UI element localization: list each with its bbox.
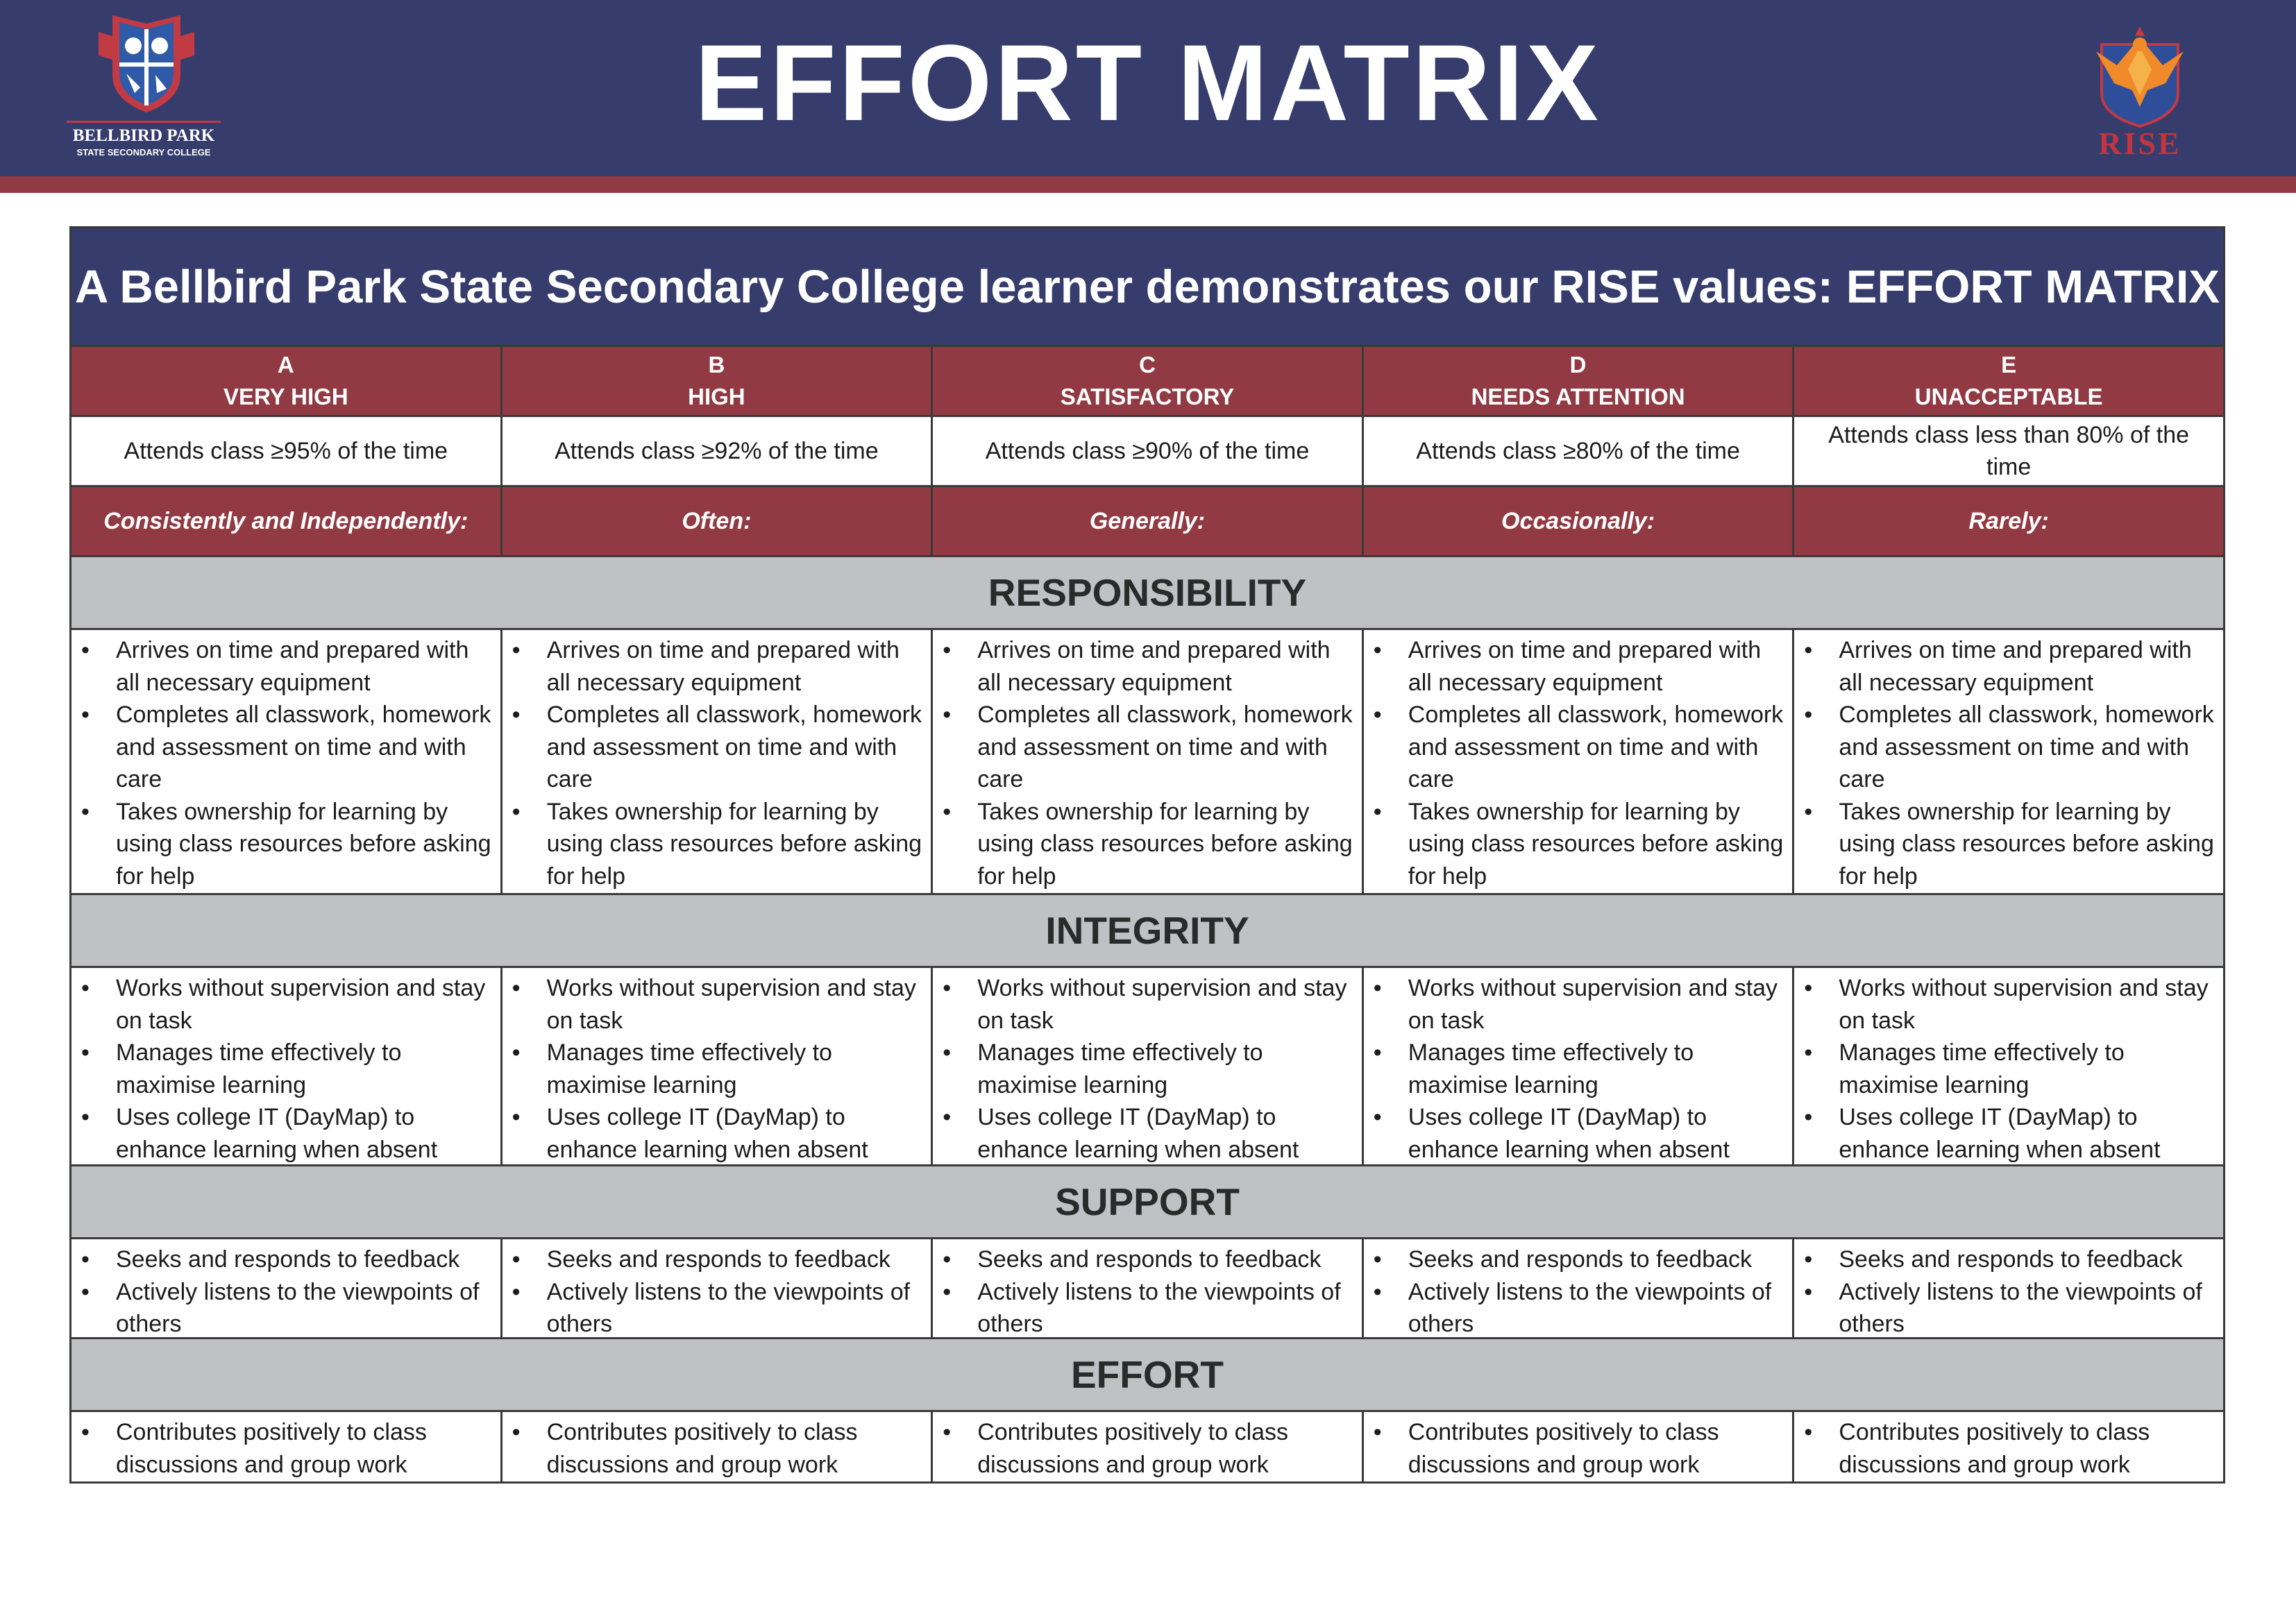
criteria-item: • Completes all classwork, homework and assessment on time and with care: [76, 699, 496, 796]
attendance-cell: Attends class ≥80% of the time: [1364, 417, 1795, 485]
criteria-item: • Contributes positively to class discussions and group work: [76, 1416, 496, 1481]
criteria-list: [937, 1243, 1358, 1341]
criteria-item: • Seeks and responds to feedback: [1368, 1243, 1789, 1276]
criteria-item: • Uses college IT (DayMap) to enhance learning when absent: [507, 1101, 927, 1166]
criteria-item: • Takes ownership for learning by using class resources before asking for help: [507, 796, 927, 893]
criteria-list: [507, 972, 927, 1166]
criteria-list: [937, 634, 1358, 892]
attendance-cell: Attends class ≥95% of the time: [71, 417, 503, 485]
criteria-cell: [933, 968, 1364, 1164]
criteria-item: • Takes ownership for learning by using class resources before asking for help: [1798, 796, 2219, 893]
criteria-list: [76, 634, 496, 892]
criteria-list: [1798, 1243, 2219, 1341]
grade-label: UNACCEPTABLE: [1914, 384, 2103, 409]
grade-label: NEEDS ATTENTION: [1471, 384, 1685, 409]
section-heading-integrity: INTEGRITY: [71, 895, 2223, 968]
criteria-item: • Uses college IT (DayMap) to enhance learning when absent: [1798, 1101, 2219, 1166]
criteria-cell: [1794, 968, 2223, 1164]
effort-row: [71, 1412, 2223, 1481]
frequency-row: [71, 487, 2223, 557]
effort-matrix-table: [69, 226, 2225, 1484]
criteria-item: • Actively listens to the viewpoints of others: [76, 1276, 496, 1341]
criteria-list: [507, 1416, 927, 1481]
criteria-item: • Arrives on time and prepared with all necessary equipment: [76, 634, 496, 699]
criteria-item: • Contributes positively to class discussions and group work: [937, 1416, 1358, 1481]
criteria-list: [937, 1416, 1358, 1481]
criteria-item: • Takes ownership for learning by using class resources before asking for help: [76, 796, 496, 893]
grade-letter: A: [277, 352, 294, 377]
criteria-item: • Arrives on time and prepared with all necessary equipment: [507, 634, 927, 699]
criteria-cell: [1794, 1239, 2223, 1337]
grade-letter: E: [2001, 352, 2017, 377]
rise-logo-text: RISE: [2098, 126, 2181, 161]
integrity-row: [71, 968, 2223, 1166]
attendance-row: [71, 417, 2223, 487]
phoenix-shield-icon: [2089, 24, 2191, 128]
frequency-cell: Generally:: [933, 487, 1364, 555]
section-heading-support: SUPPORT: [71, 1166, 2223, 1239]
criteria-cell: [71, 968, 503, 1164]
criteria-cell: [1364, 1239, 1795, 1337]
criteria-item: • Completes all classwork, homework and assessment on time and with care: [1798, 699, 2219, 796]
criteria-item: • Seeks and responds to feedback: [1798, 1243, 2219, 1276]
grade-label: SATISFACTORY: [1060, 384, 1235, 409]
attendance-cell: Attends class ≥90% of the time: [933, 417, 1364, 485]
criteria-cell: [503, 630, 934, 893]
grade-letter: D: [1569, 352, 1587, 377]
criteria-cell: [1794, 630, 2223, 893]
frequency-cell: Rarely:: [1968, 507, 2049, 534]
criteria-cell: [503, 1239, 934, 1337]
criteria-item: • Actively listens to the viewpoints of others: [1368, 1276, 1789, 1341]
criteria-item: • Actively listens to the viewpoints of others: [937, 1276, 1358, 1341]
criteria-cell: [503, 1412, 934, 1481]
responsibility-row: [71, 630, 2223, 895]
frequency-cell: Occasionally:: [1364, 487, 1795, 555]
criteria-item: • Manages time effectively to maximise learning: [937, 1037, 1358, 1101]
criteria-item: • Manages time effectively to maximise learning: [1798, 1037, 2219, 1101]
criteria-cell: [933, 630, 1364, 893]
criteria-item: • Completes all classwork, homework and assessment on time and with care: [1368, 699, 1789, 796]
criteria-list: [1368, 1416, 1789, 1481]
criteria-item: • Uses college IT (DayMap) to enhance learning when absent: [937, 1101, 1358, 1166]
criteria-list: [1368, 1243, 1789, 1341]
criteria-list: [1798, 972, 2219, 1166]
grade-header-row: [71, 347, 2223, 417]
criteria-list: [1798, 634, 2219, 892]
school-logo-subtitle: STATE SECONDARY COLLEGE: [76, 147, 211, 158]
grade-header-e: [1794, 347, 2223, 415]
support-row: [71, 1239, 2223, 1339]
criteria-item: • Manages time effectively to maximise learning: [1368, 1037, 1789, 1101]
criteria-item: • Uses college IT (DayMap) to enhance learning when absent: [1368, 1101, 1789, 1166]
criteria-list: [76, 1243, 496, 1341]
criteria-list: [1798, 1416, 2219, 1481]
criteria-list: [1368, 634, 1789, 892]
criteria-item: • Completes all classwork, homework and assessment on time and with care: [507, 699, 927, 796]
criteria-item: • Contributes positively to class discussions and group work: [1368, 1416, 1789, 1481]
criteria-cell: [1794, 1412, 2223, 1481]
criteria-list: [507, 634, 927, 892]
criteria-cell: [1364, 1412, 1795, 1481]
criteria-item: • Takes ownership for learning by using class resources before asking for help: [1368, 796, 1789, 893]
grade-header-d: [1364, 347, 1795, 415]
criteria-list: [937, 972, 1358, 1166]
section-heading-effort: EFFORT: [71, 1339, 2223, 1412]
criteria-cell: [933, 1239, 1364, 1337]
criteria-list: [1368, 972, 1789, 1166]
criteria-item: • Arrives on time and prepared with all necessary equipment: [1368, 634, 1789, 699]
criteria-item: • Completes all classwork, homework and assessment on time and with care: [937, 699, 1358, 796]
criteria-cell: [71, 630, 503, 893]
grade-label: HIGH: [688, 384, 745, 409]
criteria-list: [76, 972, 496, 1166]
grade-label: VERY HIGH: [223, 384, 348, 409]
criteria-item: • Works without supervision and stay on task: [1368, 972, 1789, 1037]
section-heading-responsibility: RESPONSIBILITY: [71, 557, 2223, 630]
grade-letter: C: [1139, 352, 1156, 377]
criteria-cell: [71, 1412, 503, 1481]
school-logo-name: BELLBIRD PARK: [72, 126, 215, 145]
banner-stripe: [0, 176, 2296, 193]
criteria-item: • Works without supervision and stay on task: [1798, 972, 2219, 1037]
criteria-cell: [1364, 968, 1795, 1164]
frequency-cell: Often:: [503, 487, 934, 555]
criteria-item: • Seeks and responds to feedback: [937, 1243, 1358, 1276]
criteria-item: • Arrives on time and prepared with all necessary equipment: [1798, 634, 2219, 699]
matrix-heading: A Bellbird Park State Secondary College learner demonstrates our RISE values: EFFORT MATRIX: [71, 228, 2223, 347]
header-banner: [0, 0, 2296, 176]
criteria-item: • Contributes positively to class discussions and group work: [507, 1416, 927, 1481]
criteria-item: • Contributes positively to class discussions and group work: [1798, 1416, 2219, 1481]
attendance-cell: Attends class ≥92% of the time: [503, 417, 934, 485]
criteria-cell: [933, 1412, 1364, 1481]
grade-header-b: [503, 347, 934, 415]
criteria-item: • Actively listens to the viewpoints of others: [507, 1276, 927, 1341]
criteria-cell: [1364, 630, 1795, 893]
criteria-cell: [71, 1239, 503, 1337]
criteria-list: [507, 1243, 927, 1341]
grade-header-a: [71, 347, 503, 415]
attendance-cell: Attends class less than 80% of the time: [1828, 422, 2190, 480]
criteria-item: • Works without supervision and stay on task: [76, 972, 496, 1037]
criteria-item: • Works without supervision and stay on task: [507, 972, 927, 1037]
rise-logo: [2081, 24, 2199, 167]
grade-header-c: [933, 347, 1364, 415]
criteria-item: • Seeks and responds to feedback: [507, 1243, 927, 1276]
page-title: EFFORT MATRIX: [695, 22, 1601, 144]
criteria-item: • Arrives on time and prepared with all necessary equipment: [937, 634, 1358, 699]
criteria-item: • Works without supervision and stay on task: [937, 972, 1358, 1037]
criteria-list: [76, 1416, 496, 1481]
grade-letter: B: [708, 352, 725, 377]
criteria-item: • Seeks and responds to feedback: [76, 1243, 496, 1276]
criteria-item: • Takes ownership for learning by using class resources before asking for help: [937, 796, 1358, 893]
criteria-item: • Manages time effectively to maximise learning: [507, 1037, 927, 1101]
criteria-item: • Actively listens to the viewpoints of others: [1798, 1276, 2219, 1341]
criteria-item: • Uses college IT (DayMap) to enhance learning when absent: [76, 1101, 496, 1166]
criteria-item: • Manages time effectively to maximise learning: [76, 1037, 496, 1101]
criteria-cell: [503, 968, 934, 1164]
frequency-cell: Consistently and Independently:: [71, 487, 503, 555]
